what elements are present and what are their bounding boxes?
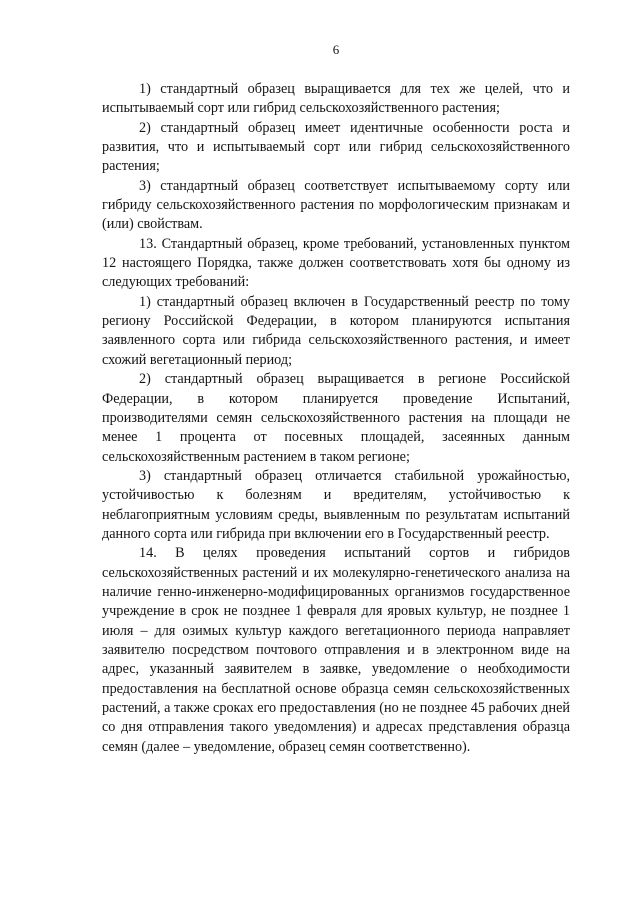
paragraph-14: 14. В целях проведения испытаний сортов и гибридов сельскохозяйственных растений и их молекулярно-генетического анализа на наличие генно-инженерно-модифицированных организмов государственное учреждение в срок не позднее 1 февраля для яровых культур, не позднее 1 июля – для озимых культур каждого вегетационного периода направляет заявителю посредством почтового отправления и в электронном виде на адрес, указанный заявителем в заявке, уведомление о необходимости предоставления на бесплатной основе образца семян сельскохозяйственных растений, а также сроках его предоставления (но не позднее 45 рабочих дней со дня отправления такого уведомления) и адресах представления образца семян (далее – уведомление, образец семян соответственно). <box>102 545 570 755</box>
paragraph-13-2: 2) стандартный образец выращивается в регионе Российской Федерации, в котором планируется проведение Испытаний, производителями семян сельскохозяйственного растения на площади не менее 1 процента от посевных площадей, засеянных данным сельскохозяйственным растением в таком регионе; <box>102 371 570 465</box>
paragraph-13: 13. Стандартный образец, кроме требований, установленных пунктом 12 настоящего Порядка, также должен соответствовать хотя бы одному из следующих требований: <box>102 235 570 291</box>
paragraph-13-1: 1) стандартный образец включен в Государственный реестр по тому региону Российской Федерации, в котором планируются испытания заявленного сорта или гибрида сельскохозяйственного растения, и имеет схожий вегетационный период; <box>102 293 570 368</box>
paragraph-3: 3) стандартный образец соответствует испытываемому сорту или гибриду сельскохозяйственного растения по морфологическим признакам и (или) свойствам. <box>102 177 570 233</box>
paragraph-2: 2) стандартный образец имеет идентичные особенности роста и развития, что и испытываемый сорт или гибрид сельскохозяйственного растения; <box>102 119 570 175</box>
paragraph-1: 1) стандартный образец выращивается для тех же целей, что и испытываемый сорт или гибрид сельскохозяйственного растения; <box>102 81 570 117</box>
paragraph-13-3: 3) стандартный образец отличается стабильной урожайностью, устойчивостью к болезням и вредителям, устойчивостью к неблагоприятным условиям среды, выявленным по результатам испытаний данного сорта или гибрида при включении его в Государственный реестр. <box>102 467 570 542</box>
page-number: 6 <box>332 42 340 57</box>
